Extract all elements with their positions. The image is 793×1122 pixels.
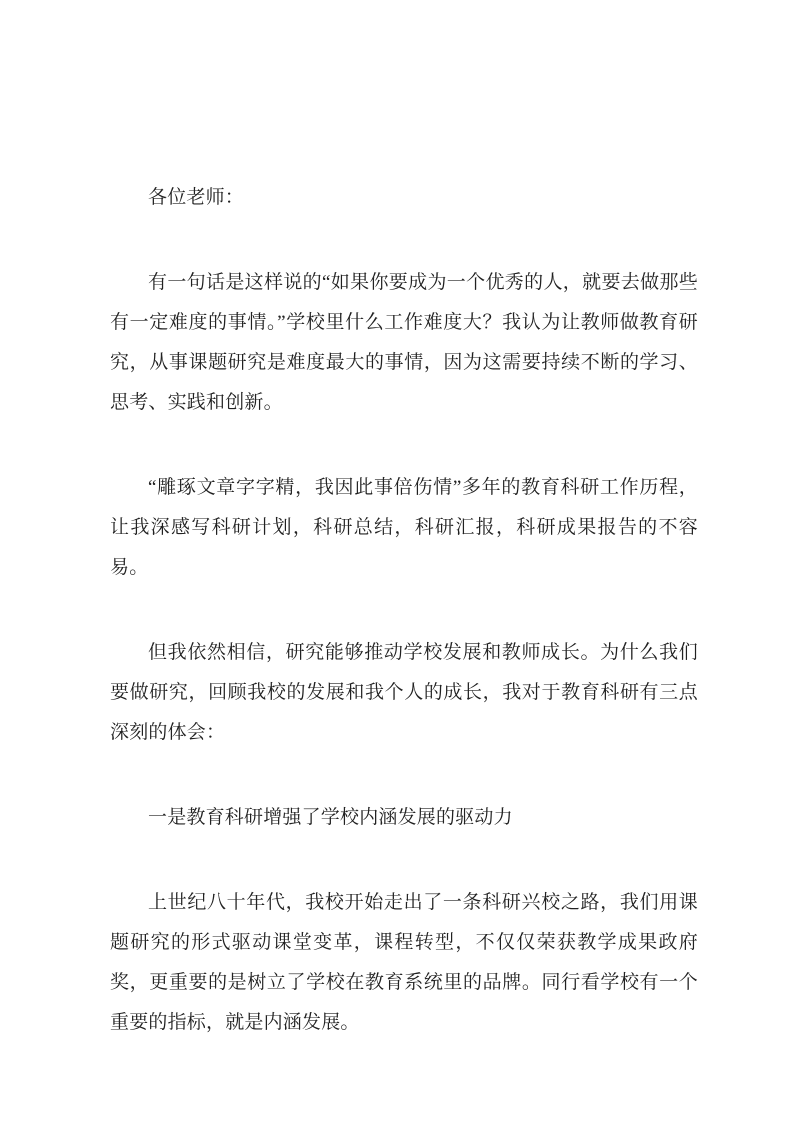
paragraph-body-4: 上世纪八十年代，我校开始走出了一条科研兴校之路，我们用课题研究的形式驱动课堂变革，课程转型，不仅仅荣获教学成果政府奖，更重要的是树立了学校在教育系统里的品牌。同行看学校有一个重要的指标，就是内涵发展。 xyxy=(110,892,698,1033)
paragraph-body-2: “雕琢文章字字精，我因此事倍伤情”多年的教育科研工作历程，让我深感写科研计划，科研总结，科研汇报，科研成果报告的不容易。 xyxy=(110,477,698,578)
paragraph-body-3: 但我依然相信，研究能够推动学校发展和教师成长。为什么我们要做研究，回顾我校的发展和我个人的成长，我对于教育科研有三点深刻的体会： xyxy=(110,642,698,743)
paragraph-salutation: 各位老师： xyxy=(148,187,245,208)
paragraph-heading-point-1: 一是教育科研增强了学校内涵发展的驱动力 xyxy=(148,807,513,828)
paragraph-body-1: 有一句话是这样说的“如果你要成为一个优秀的人，就要去做那些有一定难度的事情。”学校里什么工作难度大？我认为让教师做教育研究，从事课题研究是难度最大的事情，因为这需要持续不断的学习、思考、实践和创新。 xyxy=(110,272,698,413)
